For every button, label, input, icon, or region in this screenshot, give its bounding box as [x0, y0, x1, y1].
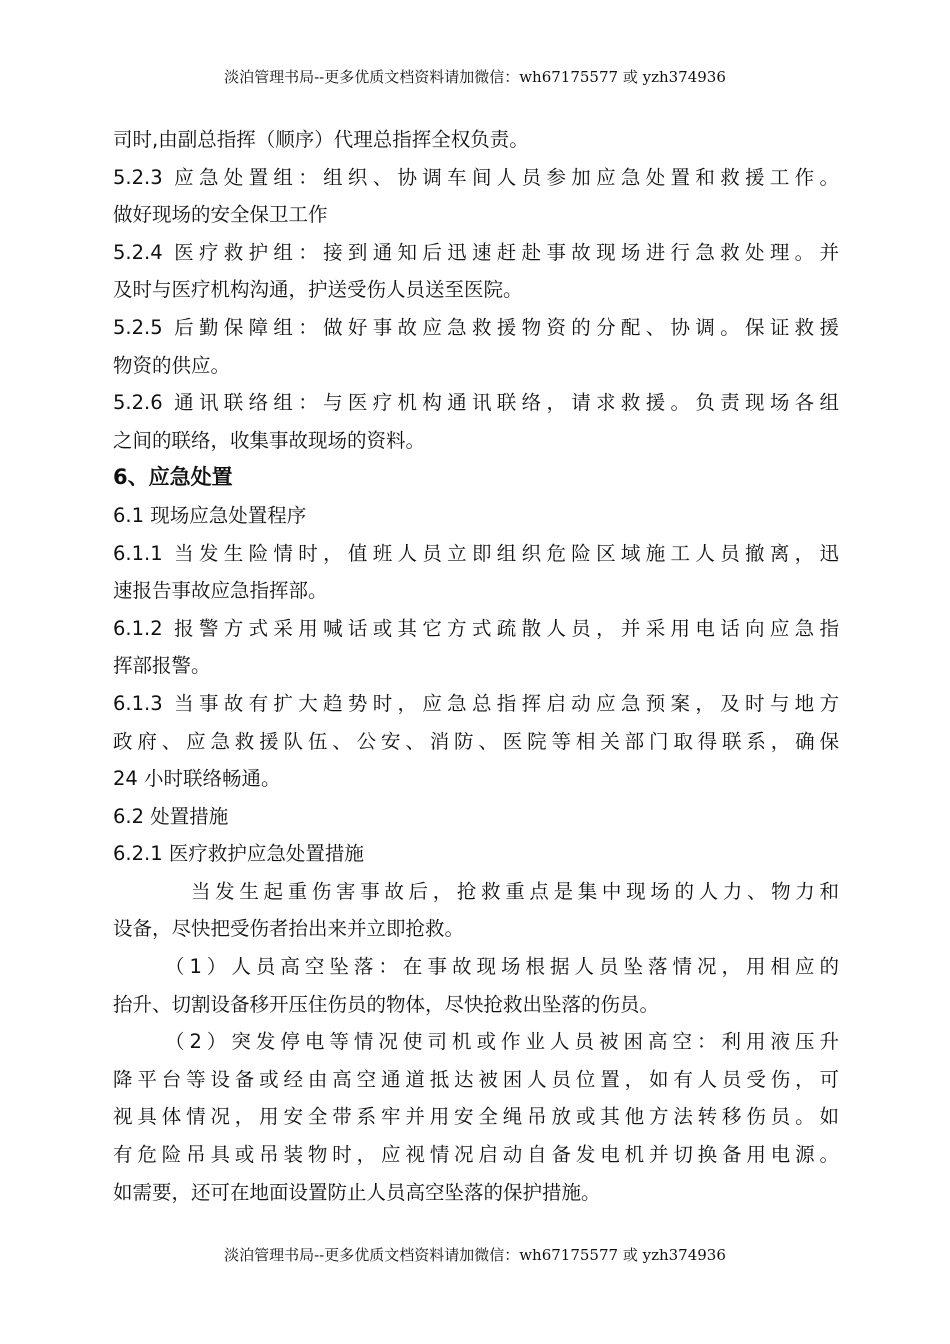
- document-body: [113, 121, 839, 1211]
- text-line: 抬升、切割设备移开压住伤员的物体，尽快抢救出坠落的伤员。: [113, 992, 660, 1016]
- page-header: 淡泊管理书局--更多优质文档资料请加微信：wh67175577 或 yzh374936: [224, 68, 726, 86]
- text-line: 5.2.3 应急处置组：组织、协调车间人员参加应急处置和救援工作。: [113, 165, 839, 189]
- subsection-heading: 6.1 现场应急处置程序: [113, 503, 307, 527]
- text-line: 24 小时联络畅通。: [113, 767, 281, 791]
- text-line: 有危险吊具或吊装物时，应视情况启动自备发电机并切换备用电源。: [113, 1143, 839, 1167]
- section-heading: 6、应急处置: [113, 465, 233, 490]
- text-line: 做好现场的安全保卫工作: [113, 203, 328, 227]
- text-line: 当发生起重伤害事故后，抢救重点是集中现场的人力、物力和: [191, 879, 839, 903]
- text-line: 速报告事故应急指挥部。: [113, 579, 328, 603]
- page-footer: 淡泊管理书局--更多优质文档资料请加微信：wh67175577 或 yzh374936: [224, 1246, 726, 1264]
- text-line: 5.2.4 医疗救护组：接到通知后迅速赶赴事故现场进行急救处理。并: [113, 240, 839, 264]
- text-line: 物资的供应。: [113, 353, 231, 377]
- subsection-heading: 6.2 处置措施: [113, 804, 229, 828]
- text-line: 司时,由副总指挥（顺序）代理总指挥全权负责。: [113, 128, 529, 151]
- text-line: 挥部报警。: [113, 654, 211, 678]
- text-line: （1）人员高空坠落：在事故现场根据人员坠落情况，用相应的: [165, 955, 839, 979]
- text-line: 及时与医疗机构沟通，护送受伤人员送至医院。: [113, 278, 523, 302]
- text-line: 视具体情况，用安全带系牢并用安全绳吊放或其他方法转移伤员。如: [113, 1105, 839, 1129]
- text-line: 6.1.3 当事故有扩大趋势时，应急总指挥启动应急预案，及时与地方: [113, 691, 839, 715]
- text-line: 之间的联络，收集事故现场的资料。: [113, 428, 426, 452]
- text-line: 5.2.6 通讯联络组：与医疗机构通讯联络，请求救援。负责现场各组: [113, 391, 839, 415]
- text-line: （2）突发停电等情况使司机或作业人员被困高空：利用液压升: [165, 1030, 839, 1054]
- text-line: 6.1.2 报警方式采用喊话或其它方式疏散人员，并采用电话向应急指: [113, 616, 839, 640]
- text-line: 5.2.5 后勤保障组：做好事故应急救援物资的分配、协调。保证救援: [113, 315, 839, 339]
- text-line: 设备，尽快把受伤者抬出来并立即抢救。: [113, 917, 465, 941]
- text-line: 6.1.1 当发生险情时，值班人员立即组织危险区域施工人员撤离，迅: [113, 541, 839, 565]
- text-line: 降平台等设备或经由高空通道抵达被困人员位置，如有人员受伤，可: [113, 1067, 839, 1091]
- subsection-heading: 6.2.1 医疗救护应急处置措施: [113, 842, 364, 866]
- text-line: 政府、应急救援队伍、公安、消防、医院等相关部门取得联系，确保: [113, 729, 839, 753]
- text-line: 如需要，还可在地面设置防止人员高空坠落的保护措施。: [113, 1180, 601, 1204]
